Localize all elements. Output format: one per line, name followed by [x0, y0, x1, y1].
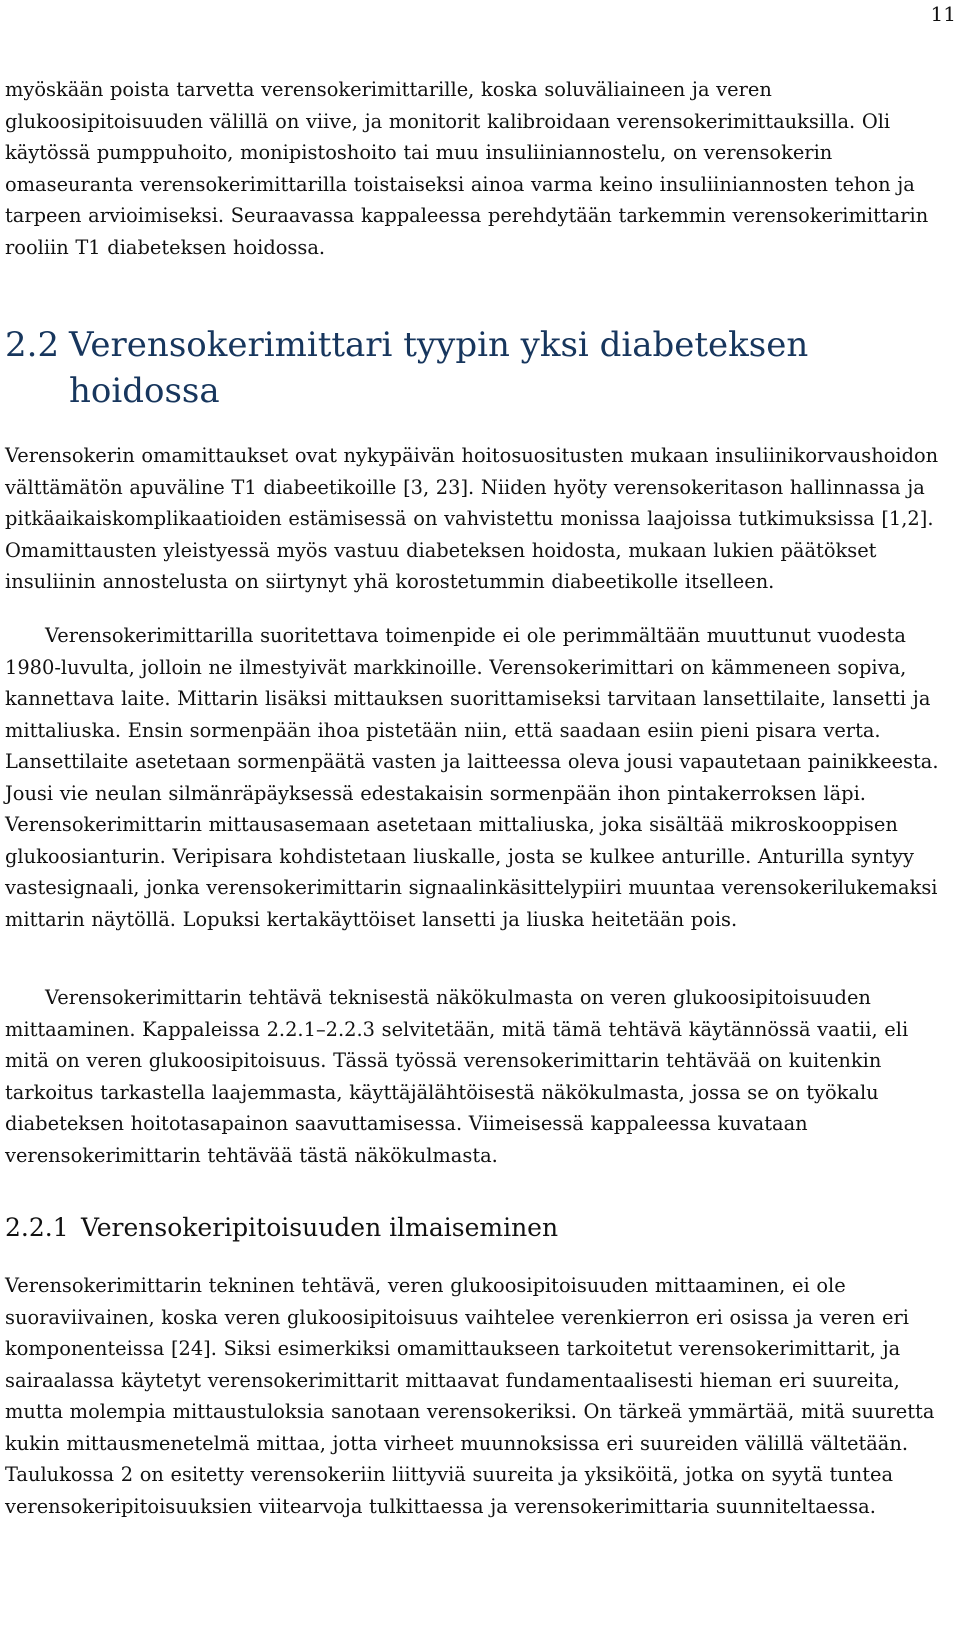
subsection-title: Verensokeripitoisuuden ilmaiseminen: [81, 1213, 559, 1242]
subsection-heading-2-2-1: [5, 1210, 955, 1246]
body-paragraph: Verensokerin omamittaukset ovat nykypäivän hoitosuositusten mukaan insuliinikorvaushoidon välttämätön apuväline T1 diabeetikoille [3, 23]. Niiden hyöty verensokeritason hallinnassa ja pitkäaikaiskomplikaatioiden estämisessä on vahvistettu monissa laajoissa tutkimuksissa [1,2]. Omamittausten yleistyessä myös vastuu diabeteksen hoidosta, mukaan lukien päätökset insuliinin annostelusta on siirtynyt yhä korostetummin diabeetikolle itselleen.: [5, 444, 939, 593]
body-paragraph: Verensokerimittarin tekninen tehtävä, veren glukoosipitoisuuden mittaaminen, ei ole suoraviivainen, koska veren glukoosipitoisuus vaihtelee verenkierron eri osissa ja veren eri komponenteissa [24]. Siksi esimerkiksi omamittaukseen tarkoitetut verensokerimittarit, ja sairaalassa käytetyt verensokerimittarit mittaavat fundamentaalisesti hieman eri suureita, mutta molempia mittaustuloksia sanotaan verensokeriksi. On tärkeä ymmärtää, mitä suuretta kukin mittausmenetelmä mittaa, jotta virheet muunnoksissa eri suureiden välillä vältetään. Taulukossa 2 on esitetty verensokeriin liittyviä suureita ja yksiköitä, jotka on syytä tuntea verensokeripitoisuuksien viitearvoja tulkittaessa ja verensokerimittaria suunniteltaessa.: [5, 1274, 935, 1518]
body-paragraph: Verensokerimittarilla suoritettava toimenpide ei ole perimmältään muuttunut vuodesta 1980-luvulta, jolloin ne ilmestyivät markkinoille. Verensokerimittari on kämmeneen sopiva, kannettava laite. Mittarin lisäksi mittauksen suorittamiseksi tarvitaan lansettilaite, lansetti ja mittaliuska. Ensin sormenpään ihoa pistetään niin, että saadaan esiin pieni pisara verta. Lansettilaite asetetaan sormenpäätä vasten ja laitteessa oleva jousi vapautetaan painikkeesta. Jousi vie neulan silmänräpäyksessä edestakaisin sormenpään ihon pintakerroksen läpi. Verensokerimittarin mittausasemaan asetetaan mittaliuska, joka sisältää mikroskooppisen glukoosianturin. Veripisara kohdistetaan liuskalle, josta se kulkee anturille. Anturilla syntyy vastesignaali, jonka verensokerimittarin signaalinkäsittelypiiri muuntaa verensokerilukemaksi mittarin näytöllä. Lopuksi kertakäyttöiset lansetti ja liuska heitetään pois.: [5, 624, 939, 931]
intro-paragraph: myöskään poista tarvetta verensokerimittarille, koska soluväliaineen ja veren glukoosipitoisuuden välillä on viive, ja monitorit kalibroidaan verensokerimittauksilla. Oli käytössä pumppuhoito, monipistoshoito tai muu insuliiniannostelu, on verensokerin omaseuranta verensokerimittarilla toistaiseksi ainoa varma keino insuliiniannosten tehon ja tarpeen arvioimiseksi. Seuraavassa kappaleessa perehdytään tarkemmin verensokerimittarin rooliin T1 diabeteksen hoidossa.: [5, 78, 929, 259]
page-number: 11: [930, 2, 956, 26]
section-heading-2-2: [5, 322, 955, 414]
section-number: 2.2: [5, 325, 60, 365]
section-title: Verensokerimittari tyypin yksi diabeteksen hoidossa: [69, 325, 809, 411]
subsection-number: 2.2.1: [5, 1213, 69, 1242]
body-paragraph: Verensokerimittarin tehtävä teknisestä näkökulmasta on veren glukoosipitoisuuden mittaaminen. Kappaleissa 2.2.1–2.2.3 selvitetään, mitä tämä tehtävä käytännössä vaatii, eli mitä on veren glukoosipitoisuus. Tässä työssä verensokerimittarin tehtävää on kuitenkin tarkoitus tarkastella laajemmasta, käyttäjälähtöisestä näkökulmasta, jossa se on työkalu diabeteksen hoitotasapainon saavuttamisessa. Viimeisessä kappaleessa kuvataan verensokerimittarin tehtävää tästä näkökulmasta.: [5, 986, 909, 1167]
